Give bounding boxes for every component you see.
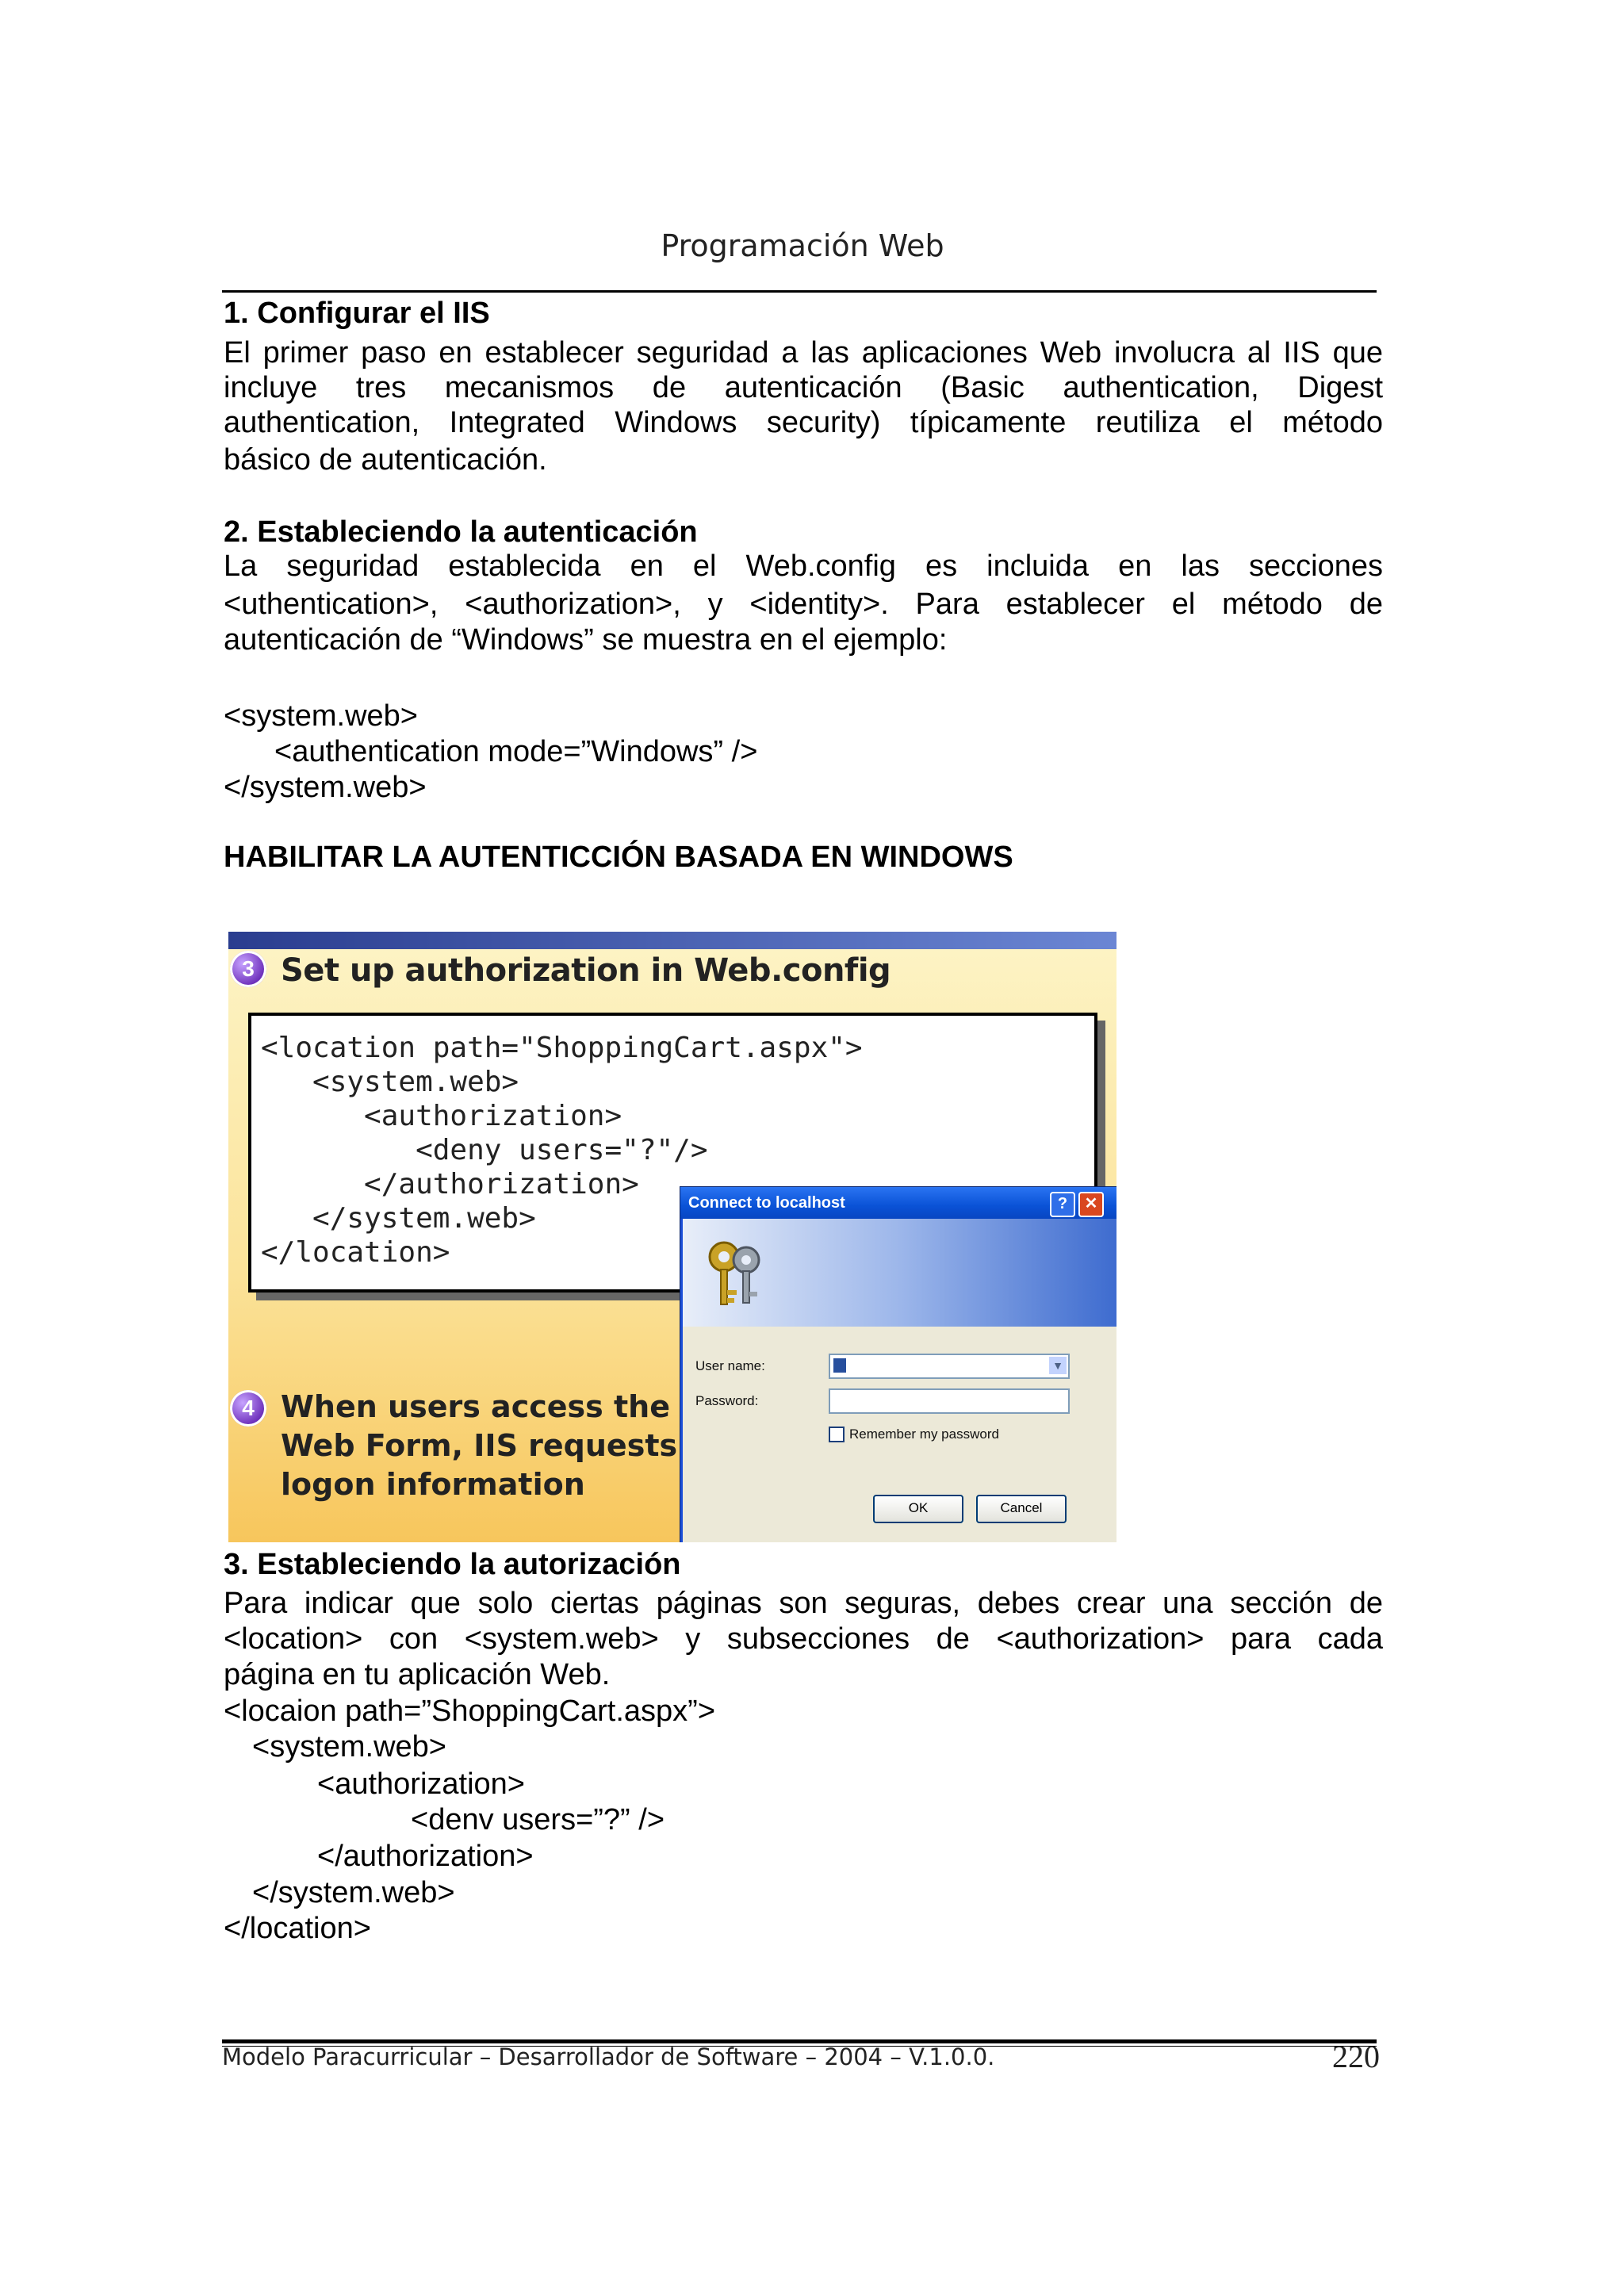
section2-code-line-1: <system.web> [224,699,418,733]
webconfig-code-line-5: </authorization> [261,1168,639,1201]
section3-line-3: página en tu aplicación Web. [224,1658,611,1691]
section1-line-2: incluye tres mecanismos de autenticación (Basic authentication, Digest [224,371,1383,404]
page-header-title: Programación Web [661,228,944,263]
header-rule [222,290,1377,293]
step-3-title: Set up authorization in Web.config [281,952,891,989]
section3-code-line-6: </system.web> [252,1876,455,1909]
username-label: User name: [695,1358,765,1373]
username-field[interactable] [829,1354,1070,1379]
step-4-line-2: Web Form, IIS requests [281,1428,678,1463]
enable-windows-auth-heading: HABILITAR LA AUTENTICCIÓN BASADA EN WINDOWS [224,841,1013,874]
webconfig-code-line-4: <deny users="?"/> [261,1134,708,1166]
dialog-title-bar [680,1187,1116,1219]
section3-code-line-1: <locaion path=”ShoppingCart.aspx”> [224,1695,716,1728]
section3-line-2: <location> con <system.web> y subsecciones de <authorization> para cada [224,1622,1383,1656]
section3-code-line-4: <denv users=”?” /> [411,1803,665,1836]
section3-code-line-2: <system.web> [252,1730,446,1764]
section3-line-1: Para indicar que solo ciertas páginas son seguras, debes crear una sección de [224,1587,1383,1620]
step-4-line-1: When users access the [281,1389,670,1424]
help-button[interactable]: ? [1050,1192,1075,1217]
section2-code-line-2: <authentication mode=”Windows” /> [274,735,758,768]
webconfig-code-line-1: <location path="ShoppingCart.aspx"> [261,1032,863,1064]
user-icon [833,1358,846,1373]
password-label: Password: [695,1393,759,1408]
section3-heading: 3. Estableciendo la autorización [224,1548,681,1581]
section1-heading: 1. Configurar el IIS [224,297,490,330]
webconfig-code-line-6: </system.web> [261,1202,536,1235]
keys-icon [700,1235,772,1329]
section2-line-1: La seguridad establecida en el Web.config es incluida en las secciones [224,550,1383,583]
section3-code-line-3: <authorization> [317,1767,525,1801]
connect-dialog [680,1187,1116,1542]
section1-line-1: El primer paso en establecer seguridad a las aplicaciones Web involucra al IIS que [224,336,1383,370]
webconfig-code-line-2: <system.web> [261,1066,519,1098]
section2-heading: 2. Estableciendo la autenticación [224,515,698,549]
ok-button[interactable]: OK [873,1495,963,1523]
step-3-badge: 3 [230,951,266,987]
section1-line-3: authentication, Integrated Windows security) típicamente reutiliza el método [224,406,1383,439]
section3-code-line-7: </location> [224,1912,371,1945]
webconfig-code-line-7: </location> [261,1236,450,1269]
section2-line-3: autenticación de “Windows” se muestra en el ejemplo: [224,623,948,657]
step-4-badge: 4 [230,1390,266,1427]
remember-password-label: Remember my password [849,1427,999,1442]
section1-line-4: básico de autenticación. [224,443,547,477]
figure-top-bar [228,932,1116,949]
authorization-figure [228,932,1116,1542]
webconfig-code-line-3: <authorization> [261,1100,622,1132]
page-number: 220 [1332,2039,1380,2074]
step-4-line-3: logon information [281,1467,585,1502]
section2-line-2: <uthentication>, <authorization>, y <identity>. Para establecer el método de [224,588,1383,621]
section3-code-line-5: </authorization> [317,1840,534,1873]
cancel-button[interactable]: Cancel [976,1495,1067,1523]
chevron-down-icon[interactable]: ▼ [1049,1357,1067,1374]
password-field[interactable] [829,1388,1070,1414]
footer-text: Modelo Paracurricular – Desarrollador de Software – 2004 – V.1.0.0. [222,2043,995,2070]
dialog-title: Connect to localhost [688,1194,845,1212]
remember-password-checkbox[interactable] [829,1427,845,1442]
close-button[interactable]: ✕ [1078,1192,1104,1217]
dialog-banner [683,1219,1116,1327]
section2-code-line-3: </system.web> [224,771,427,804]
